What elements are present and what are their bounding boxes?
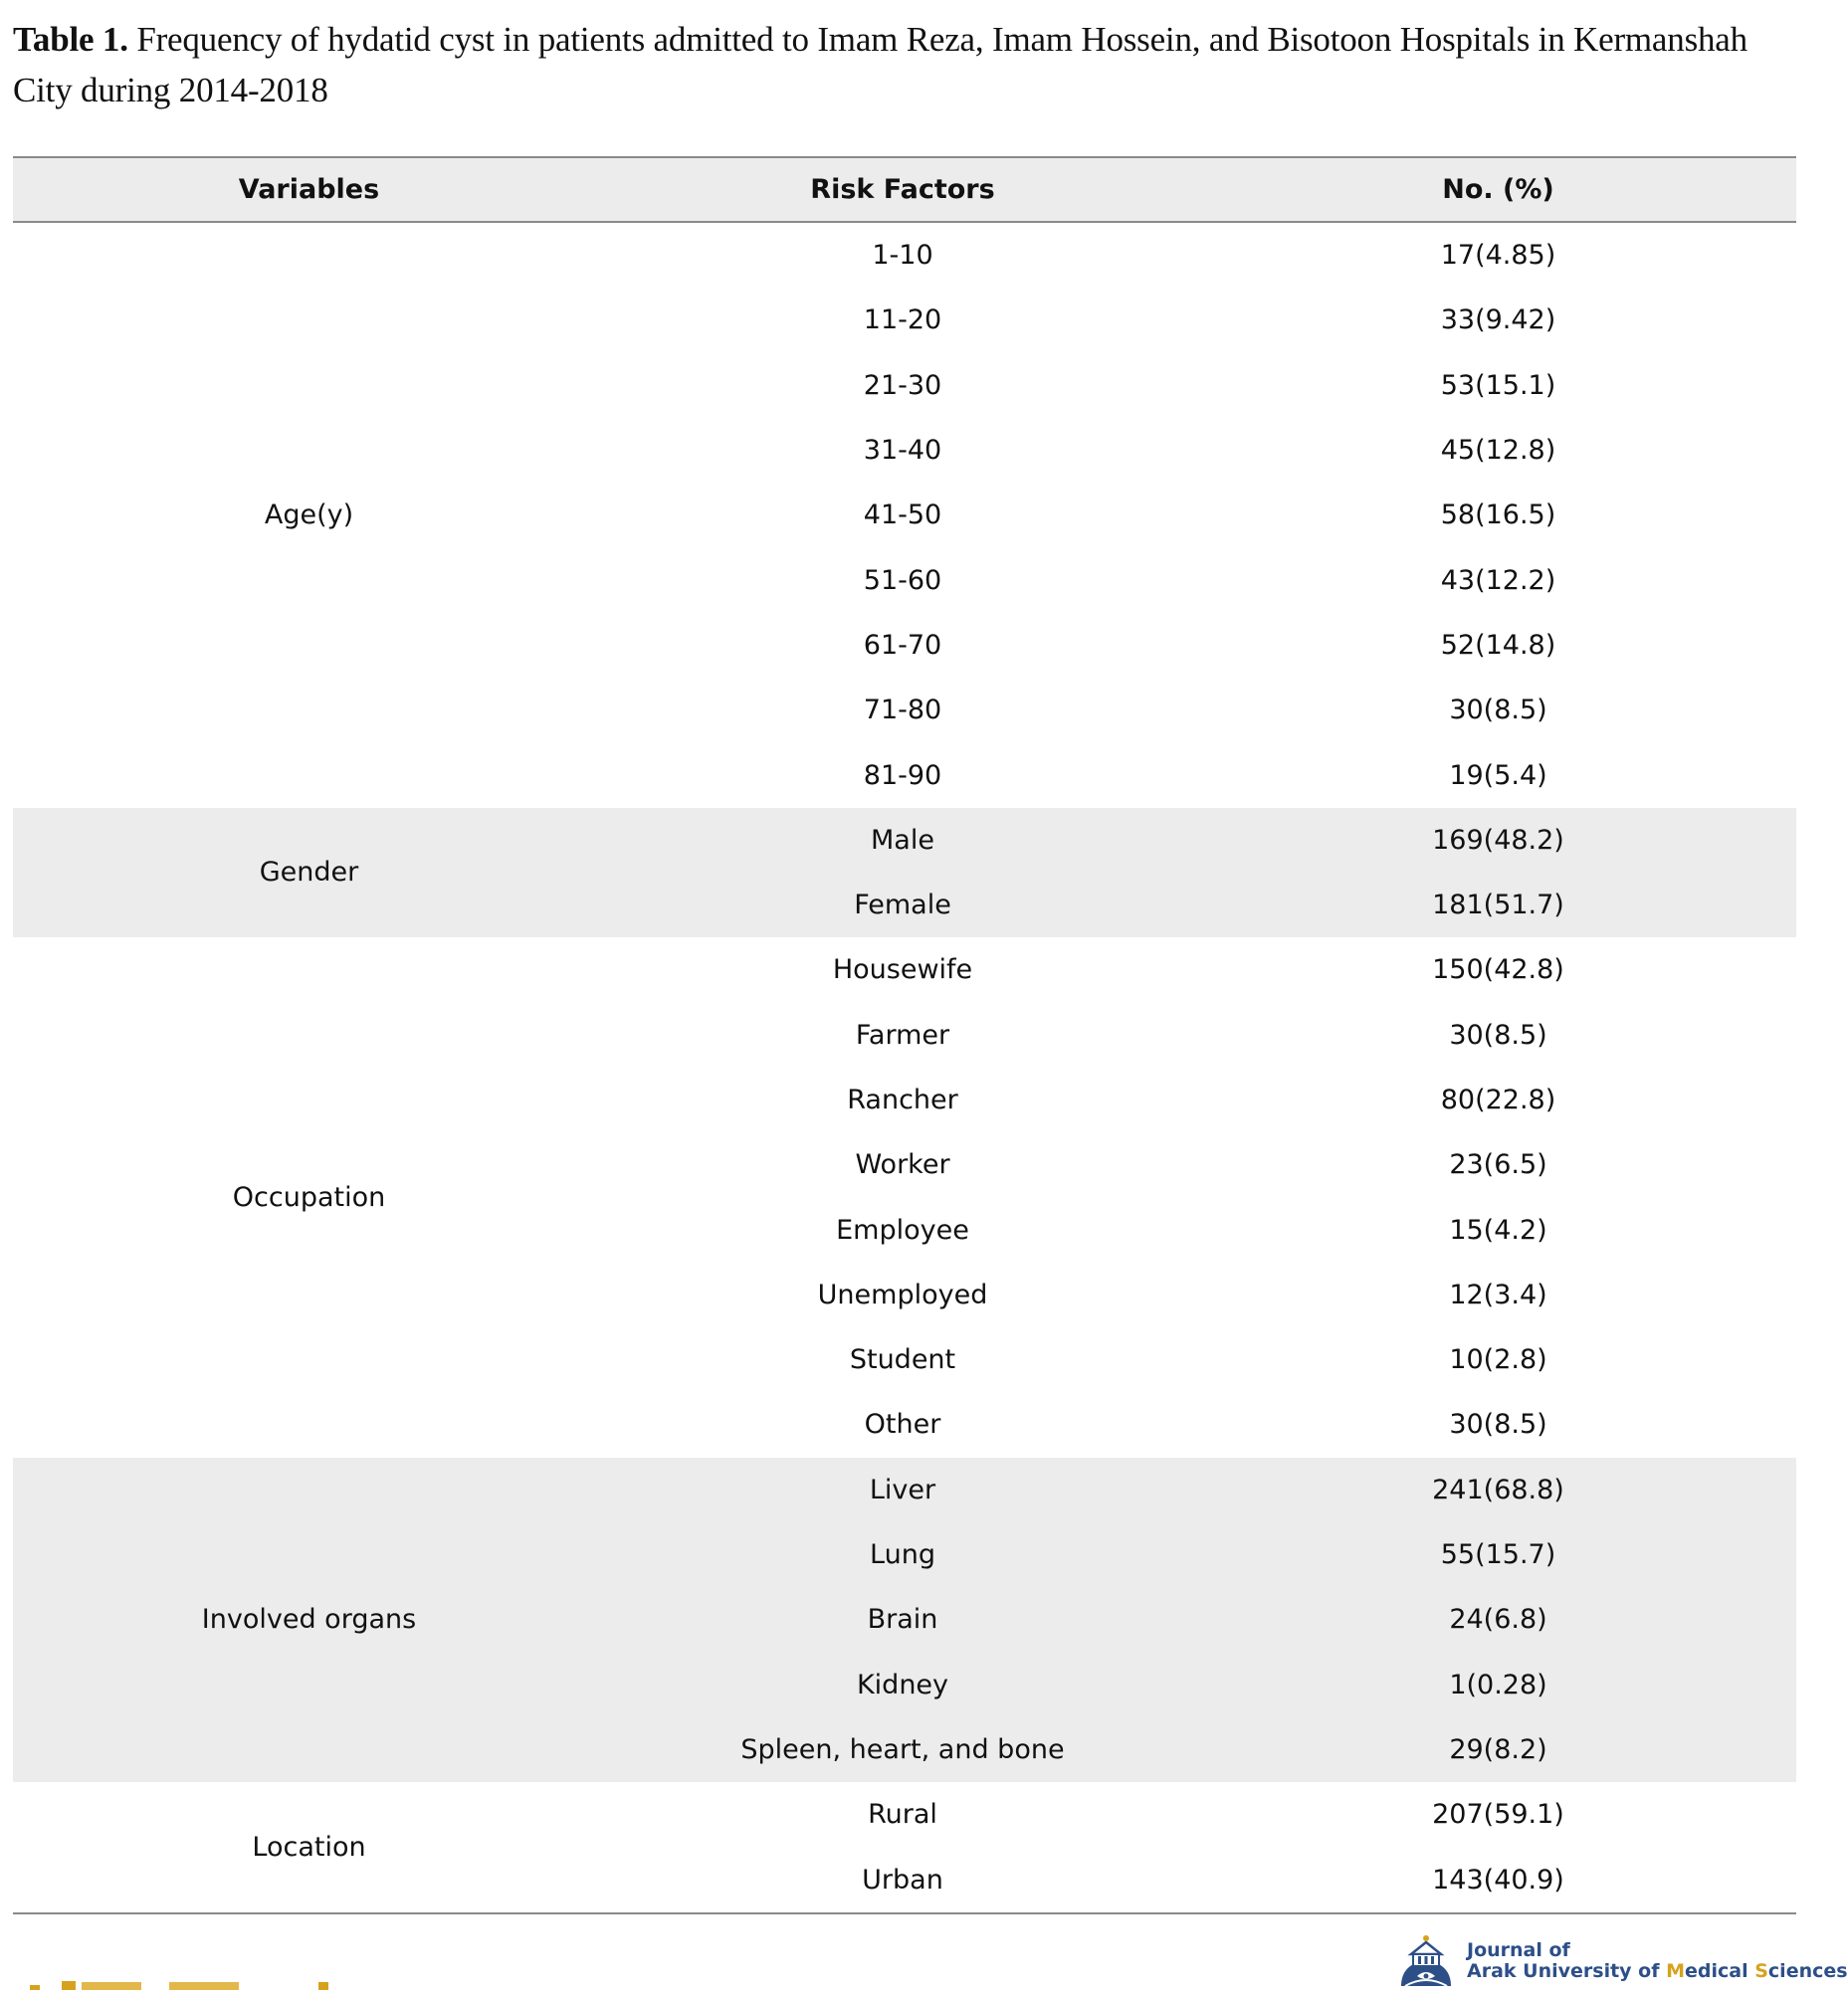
risk-factor-cell: Rancher (847, 1085, 958, 1115)
header-risk-factors: Risk Factors (605, 157, 1200, 222)
frequency-table (13, 156, 1796, 1912)
risk-factor-cell: 31-40 (863, 435, 942, 467)
table-row (13, 808, 1796, 873)
group-location (13, 1782, 1796, 1912)
table-row (13, 222, 1796, 288)
journal-name-line1: Journal of (1467, 1939, 1570, 1961)
journal-name-part: Arak University of (1467, 1960, 1667, 1982)
risk-factor-cell: 81-90 (863, 759, 942, 791)
value-cell: 30(8.5) (1449, 1019, 1547, 1051)
risk-factor-cell: Urban (862, 1864, 943, 1895)
frequency-table-container (13, 156, 1796, 1914)
risk-factor-cell: Spleen, heart, and bone (740, 1733, 1065, 1765)
value-cell: 241(68.8) (1432, 1474, 1564, 1505)
variable-cell: Occupation (232, 1181, 386, 1213)
university-seal-icon (1391, 1930, 1461, 1990)
value-cell: 23(6.5) (1449, 1149, 1547, 1181)
journal-name-initial: S (1754, 1960, 1768, 1982)
journal-name-part: ciences (1767, 1960, 1848, 1982)
value-cell: 29(8.2) (1449, 1733, 1547, 1765)
value-cell: 12(3.4) (1449, 1279, 1547, 1310)
variable-cell: Gender (259, 857, 359, 889)
value-cell: 55(15.7) (1440, 1539, 1556, 1571)
table-row (13, 937, 1796, 1002)
value-cell: 15(4.2) (1449, 1214, 1547, 1246)
variable-cell: Location (252, 1831, 366, 1863)
journal-name-line2 (1467, 1961, 1848, 1982)
risk-factor-cell: Male (871, 824, 934, 856)
table-header (13, 157, 1796, 222)
risk-factor-cell: Student (849, 1344, 956, 1376)
value-cell: 17(4.85) (1440, 240, 1556, 272)
value-cell: 80(22.8) (1440, 1085, 1556, 1115)
cropped-footer-text-icon (20, 1975, 318, 1990)
risk-factor-cell: Female (854, 890, 951, 921)
group-age (13, 222, 1796, 808)
table-row (13, 1782, 1796, 1847)
header-row (13, 157, 1796, 222)
risk-factor-cell: Brain (867, 1604, 938, 1636)
journal-name (1467, 1940, 1848, 1982)
risk-factor-cell: 1-10 (872, 240, 933, 272)
value-cell: 150(42.8) (1432, 954, 1564, 986)
value-cell: 207(59.1) (1432, 1799, 1564, 1831)
table-title: Frequency of hydatid cyst in patients admitted to Imam Reza, Imam Hossein, and Bisotoon Hospitals in Kermanshah City during 2014-2018 (13, 20, 1747, 109)
risk-factor-cell: Lung (870, 1539, 935, 1571)
risk-factor-cell: 41-50 (863, 499, 942, 531)
header-count-percent: No. (%) (1200, 157, 1796, 222)
risk-factor-cell: 61-70 (863, 629, 942, 661)
value-cell: 1(0.28) (1449, 1669, 1547, 1700)
journal-name-part: edical (1685, 1960, 1755, 1982)
value-cell: 58(16.5) (1440, 499, 1556, 531)
variable-cell: Age(y) (264, 499, 354, 531)
value-cell: 45(12.8) (1440, 435, 1556, 467)
value-cell: 30(8.5) (1449, 1409, 1547, 1441)
value-cell: 169(48.2) (1432, 824, 1564, 856)
value-cell: 10(2.8) (1449, 1344, 1547, 1376)
risk-factor-cell: Liver (869, 1474, 936, 1505)
group-occupation (13, 937, 1796, 1457)
risk-factor-cell: 11-20 (863, 304, 942, 336)
risk-factor-cell: 21-30 (863, 369, 942, 401)
table-row (13, 1458, 1796, 1522)
value-cell: 181(51.7) (1432, 890, 1564, 921)
table-label: Table 1. (13, 20, 128, 59)
variable-cell: Involved organs (201, 1604, 417, 1636)
footer-left-fragment (20, 1975, 318, 1990)
value-cell: 143(40.9) (1432, 1864, 1564, 1895)
risk-factor-cell: Housewife (832, 954, 973, 986)
value-cell: 33(9.42) (1440, 304, 1556, 336)
table-bottom-rule (13, 1912, 1796, 1914)
value-cell: 43(12.2) (1440, 564, 1556, 596)
journal-logo (1391, 1930, 1848, 1990)
risk-factor-cell: 51-60 (863, 564, 942, 596)
journal-name-initial: M (1666, 1960, 1686, 1982)
value-cell: 30(8.5) (1449, 695, 1547, 726)
risk-factor-cell: 71-80 (863, 695, 942, 726)
risk-factor-cell: Worker (855, 1149, 950, 1181)
risk-factor-cell: Farmer (855, 1019, 950, 1051)
group-gender (13, 808, 1796, 938)
risk-factor-cell: Employee (836, 1214, 969, 1246)
value-cell: 52(14.8) (1440, 629, 1556, 661)
risk-factor-cell: Rural (868, 1799, 937, 1831)
header-variables: Variables (13, 157, 605, 222)
risk-factor-cell: Unemployed (817, 1279, 988, 1310)
value-cell: 24(6.8) (1449, 1604, 1547, 1636)
value-cell: 53(15.1) (1440, 369, 1556, 401)
risk-factor-cell: Other (864, 1409, 941, 1441)
risk-factor-cell: Kidney (856, 1669, 949, 1700)
group-involved-organs (13, 1458, 1796, 1782)
value-cell: 19(5.4) (1449, 759, 1547, 791)
table-caption (13, 14, 1794, 115)
